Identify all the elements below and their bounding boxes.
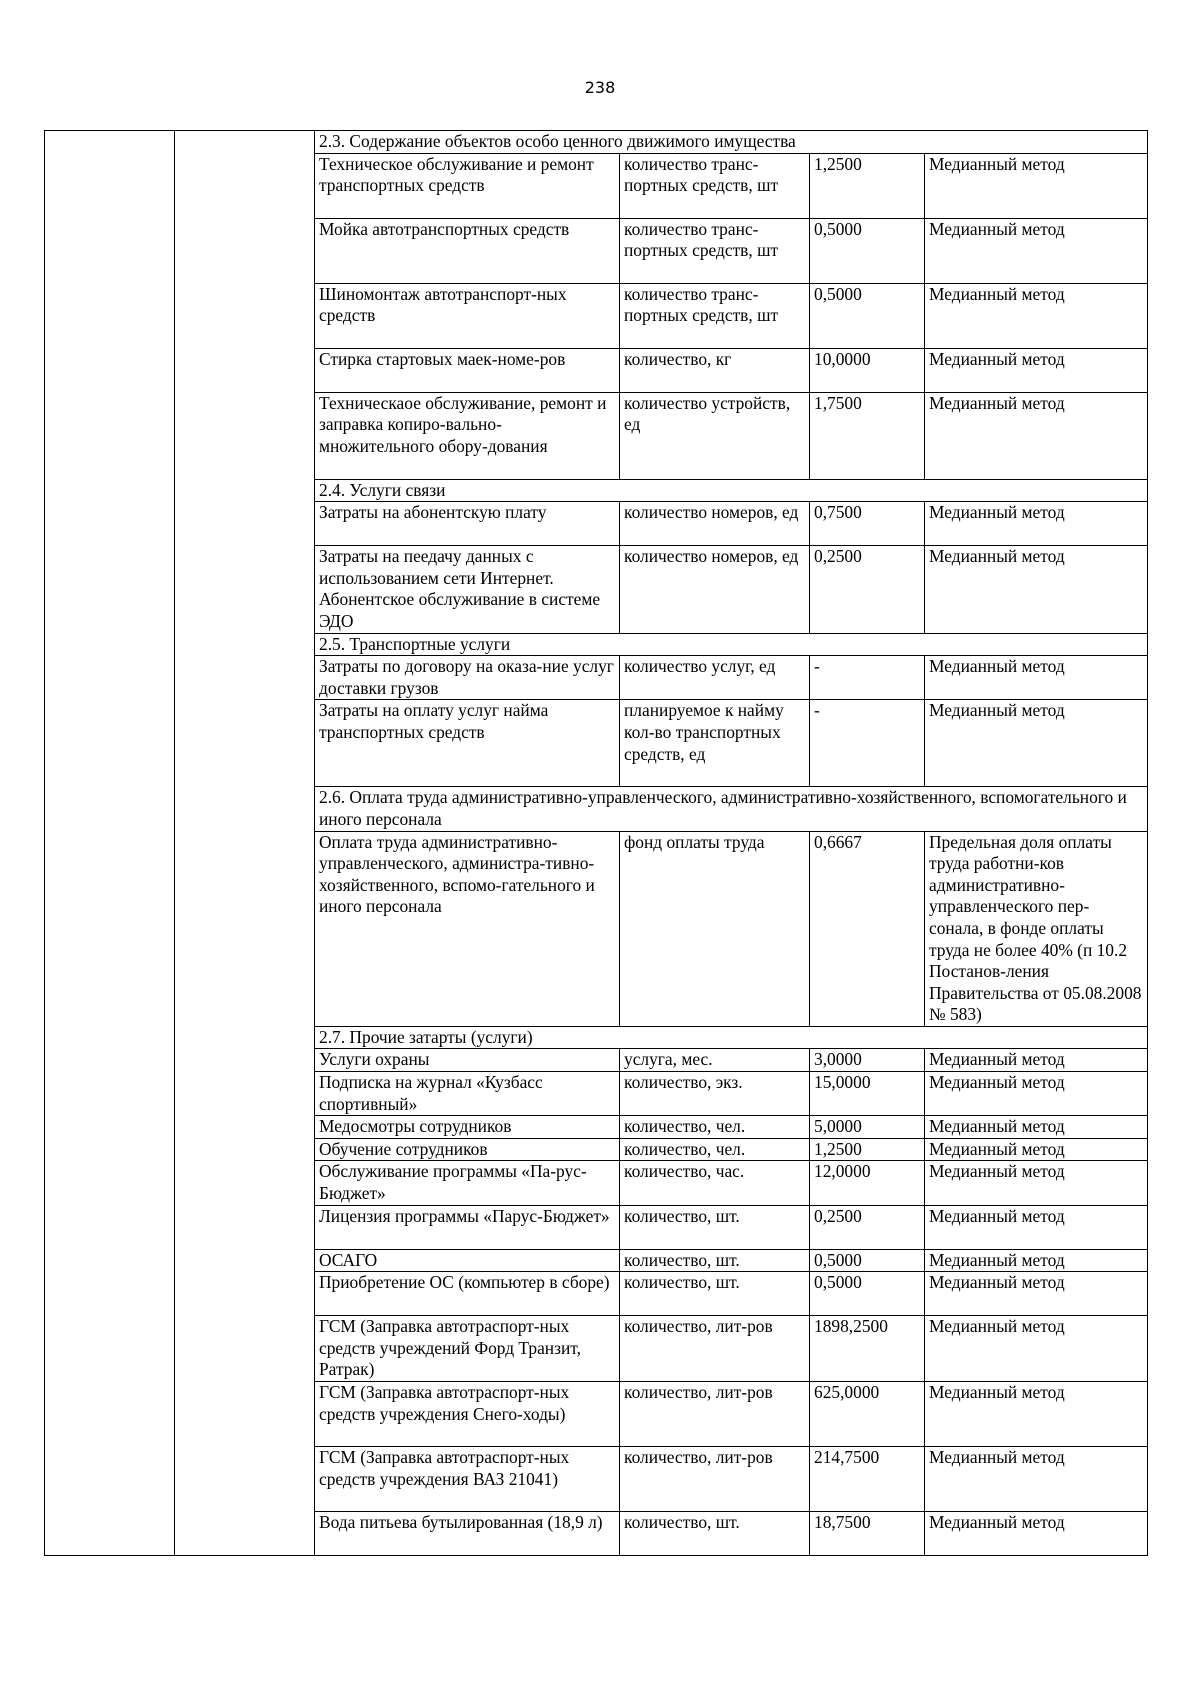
calculation-method: Медианный метод [925, 1382, 1148, 1447]
cost-item-name: Затраты на абонентскую плату [315, 502, 620, 546]
section-heading: 2.5. Транспортные услуги [315, 633, 1148, 656]
calculation-method: Медианный метод [925, 283, 1148, 348]
unit-of-measure: количество, кг [620, 348, 810, 392]
norm-value: - [810, 700, 925, 787]
unit-of-measure: количество транс-портных средств, шт [620, 283, 810, 348]
norm-value: 1,2500 [810, 153, 925, 218]
unit-of-measure: количество номеров, ед [620, 546, 810, 633]
cost-item-name: Вода питьева бутылированная (18,9 л) [315, 1512, 620, 1556]
cost-item-name: Техническое обслуживание и ремонт транспортных средств [315, 153, 620, 218]
norm-value: 0,6667 [810, 831, 925, 1026]
calculation-method: Медианный метод [925, 1205, 1148, 1249]
unit-of-measure: количество, чел. [620, 1116, 810, 1139]
calculation-method: Медианный метод [925, 1116, 1148, 1139]
calculation-method: Медианный метод [925, 546, 1148, 633]
calculation-method: Медианный метод [925, 392, 1148, 479]
cost-item-name: Приобретение ОС (компьютер в сборе) [315, 1272, 620, 1316]
calculation-method: Медианный метод [925, 1072, 1148, 1116]
calculation-method: Медианный метод [925, 656, 1148, 700]
cost-item-name: ГСМ (Заправка автотраспорт-ных средств учреждения Снего-ходы) [315, 1382, 620, 1447]
cost-item-name: Оплата труда административно-управленческого, администра-тивно-хозяйственного, вспомо-гательного и иного персонала [315, 831, 620, 1026]
unit-of-measure: услуга, мес. [620, 1049, 810, 1072]
norm-value: 0,5000 [810, 1249, 925, 1272]
cost-item-name: Затраты на оплату услуг найма транспортных средств [315, 700, 620, 787]
cost-item-name: Обслуживание программы «Па-рус-Бюджет» [315, 1161, 620, 1205]
unit-of-measure: количество устройств, ед [620, 392, 810, 479]
unit-of-measure: количество, лит-ров [620, 1382, 810, 1447]
norm-value: 625,0000 [810, 1382, 925, 1447]
unit-of-measure: количество транс-портных средств, шт [620, 218, 810, 283]
unit-of-measure: количество, час. [620, 1161, 810, 1205]
cost-item-name: Затраты на пеедачу данных с использованием сети Интернет. Абонентское обслуживание в системе ЭДО [315, 546, 620, 633]
calculation-method: Медианный метод [925, 1249, 1148, 1272]
norm-value: 0,5000 [810, 1272, 925, 1316]
norm-value: 0,2500 [810, 1205, 925, 1249]
unit-of-measure: фонд оплаты труда [620, 831, 810, 1026]
calculation-method: Медианный метод [925, 1512, 1148, 1556]
page-number: 238 [584, 78, 616, 97]
unit-of-measure: количество, шт. [620, 1249, 810, 1272]
unit-of-measure: количество, чел. [620, 1138, 810, 1161]
cost-item-name: Лицензия программы «Парус-Бюджет» [315, 1205, 620, 1249]
calculation-method: Медианный метод [925, 1138, 1148, 1161]
calculation-method: Медианный метод [925, 1272, 1148, 1316]
norm-value: 5,0000 [810, 1116, 925, 1139]
unit-of-measure: количество, шт. [620, 1272, 810, 1316]
norm-value: 1898,2500 [810, 1316, 925, 1382]
cost-item-name: Шиномонтаж автотранспорт-ных средств [315, 283, 620, 348]
cost-item-name: Техническаое обслуживание, ремонт и заправка копиро-вально-множительного обору-дования [315, 392, 620, 479]
norm-value: 0,7500 [810, 502, 925, 546]
unit-of-measure: количество услуг, ед [620, 656, 810, 700]
calculation-method: Медианный метод [925, 1161, 1148, 1205]
cost-item-name: Затраты по договору на оказа-ние услуг доставки грузов [315, 656, 620, 700]
calculation-method: Медианный метод [925, 1316, 1148, 1382]
blank-column-2 [175, 131, 315, 1556]
unit-of-measure: количество, шт. [620, 1512, 810, 1556]
norm-value: 214,7500 [810, 1447, 925, 1512]
section-heading: 2.7. Прочие затарты (услуги) [315, 1026, 1148, 1049]
unit-of-measure: планируемое к найму кол-во транспортных средств, ед [620, 700, 810, 787]
unit-of-measure: количество номеров, ед [620, 502, 810, 546]
blank-column-1 [45, 131, 175, 1556]
calculation-method: Предельная доля оплаты труда работни-ков административно-управленческого пер-сонала, в фонде оплаты труда не более 40% (п 10.2 Постанов-ления Правительства от 05.08.2008 № 583) [925, 831, 1148, 1026]
norm-value: 1,7500 [810, 392, 925, 479]
calculation-method: Медианный метод [925, 1049, 1148, 1072]
section-heading: 2.4. Услуги связи [315, 479, 1148, 502]
unit-of-measure: количество, лит-ров [620, 1447, 810, 1512]
section-heading: 2.3. Содержание объектов особо ценного движимого имущества [315, 131, 1148, 154]
cost-item-name: Медосмотры сотрудников [315, 1116, 620, 1139]
calculation-method: Медианный метод [925, 153, 1148, 218]
unit-of-measure: количество, лит-ров [620, 1316, 810, 1382]
norm-value: 1,2500 [810, 1138, 925, 1161]
section-row [45, 131, 1148, 154]
calculation-method: Медианный метод [925, 502, 1148, 546]
cost-norms-table [44, 130, 1148, 1556]
norm-value: 0,5000 [810, 283, 925, 348]
cost-item-name: ГСМ (Заправка автотраспорт-ных средств учреждений Форд Транзит, Ратрак) [315, 1316, 620, 1382]
unit-of-measure: количество транс-портных средств, шт [620, 153, 810, 218]
unit-of-measure: количество, шт. [620, 1205, 810, 1249]
calculation-method: Медианный метод [925, 348, 1148, 392]
cost-item-name: Стирка стартовых маек-номе-ров [315, 348, 620, 392]
cost-item-name: Подписка на журнал «Кузбасс спортивный» [315, 1072, 620, 1116]
cost-item-name: ОСАГО [315, 1249, 620, 1272]
norm-value: 10,0000 [810, 348, 925, 392]
norm-value: 0,5000 [810, 218, 925, 283]
norm-value: 3,0000 [810, 1049, 925, 1072]
unit-of-measure: количество, экз. [620, 1072, 810, 1116]
cost-item-name: ГСМ (Заправка автотраспорт-ных средств учреждения ВАЗ 21041) [315, 1447, 620, 1512]
norm-value: 18,7500 [810, 1512, 925, 1556]
cost-item-name: Услуги охраны [315, 1049, 620, 1072]
cost-item-name: Мойка автотранспортных средств [315, 218, 620, 283]
norm-value: 0,2500 [810, 546, 925, 633]
norm-value: 12,0000 [810, 1161, 925, 1205]
calculation-method: Медианный метод [925, 700, 1148, 787]
norm-value: 15,0000 [810, 1072, 925, 1116]
cost-item-name: Обучение сотрудников [315, 1138, 620, 1161]
section-heading: 2.6. Оплата труда административно-управленческого, административно-хозяйственного, вспомогательного и иного персонала [315, 787, 1148, 831]
calculation-method: Медианный метод [925, 218, 1148, 283]
calculation-method: Медианный метод [925, 1447, 1148, 1512]
norm-value: - [810, 656, 925, 700]
